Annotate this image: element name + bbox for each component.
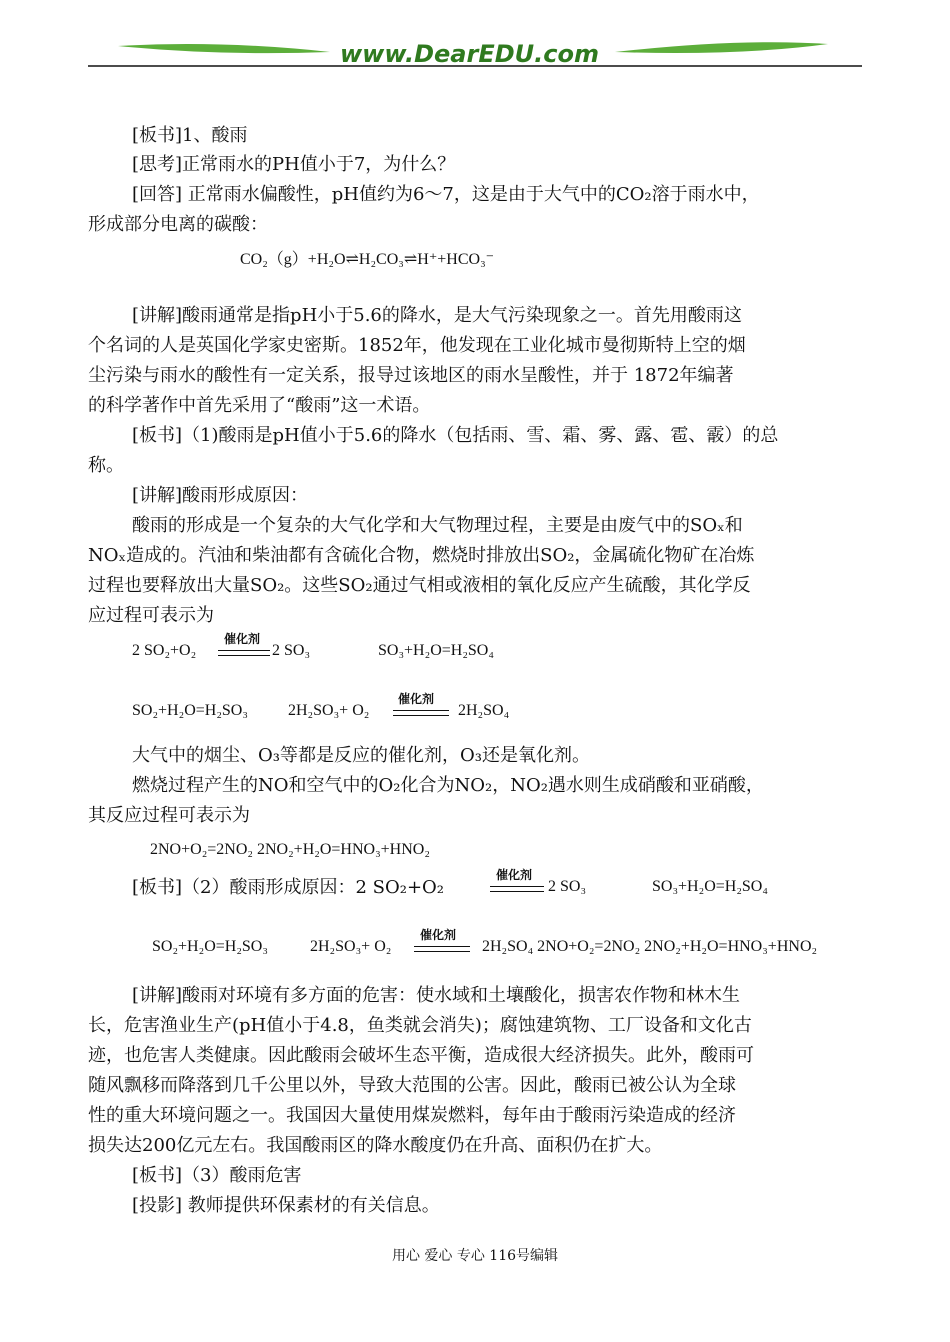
text-line: [讲解]酸雨形成原因： <box>132 485 309 506</box>
reaction-arrow <box>490 886 544 892</box>
equation-part: 2H₂SO₄ <box>458 702 510 719</box>
page-header <box>0 0 950 80</box>
equation-part: 2 SO₃ <box>548 878 587 895</box>
reaction-arrow <box>218 650 270 656</box>
text-line: 长，危害渔业生产(pH值小于4.8，鱼类就会消失)；腐蚀建筑物、工厂设备和文化古 <box>88 1015 752 1036</box>
board-equation-label: [板书]（2）酸雨形成原因：2 SO₂+O₂ <box>132 877 445 898</box>
text-line: 形成部分电离的碳酸： <box>88 214 268 235</box>
text-line: 应过程可表示为 <box>88 605 214 626</box>
text-line: 燃烧过程产生的NO和空气中的O₂化合为NO₂，NO₂遇水则生成硝酸和亚硝酸， <box>132 775 764 796</box>
catalyst-label: 催化剂 <box>398 692 435 706</box>
text-line: 其反应过程可表示为 <box>88 805 250 826</box>
text-line: 迹，也危害人类健康。因此酸雨会破坏生态平衡，造成很大经济损失。此外，酸雨可 <box>88 1045 754 1066</box>
text-line: [讲解]酸雨对环境有多方面的危害：使水域和土壤酸化，损害农作物和林木生 <box>132 985 741 1006</box>
equation-part: SO₃+H₂O=H₂SO₄ <box>378 642 494 659</box>
text-line: 酸雨的形成是一个复杂的大气化学和大气物理过程，主要是由废气中的SOₓ和 <box>132 515 743 536</box>
text-line: [思考]正常雨水的PH值小于7，为什么？ <box>132 154 456 175</box>
text-line: 大气中的烟尘、O₃等都是反应的催化剂，O₃还是氧化剂。 <box>132 745 590 766</box>
carbonic-acid-equation: CO₂（g）+H₂O⇌H₂CO₃⇌H⁺+HCO₃⁻ <box>240 251 495 268</box>
equation-part: 2H₂SO₃+ O₂ <box>310 938 392 955</box>
catalyst-label: 催化剂 <box>496 868 533 882</box>
equation-part: SO₂+H₂O=H₂SO₃ <box>132 702 248 719</box>
equation-part: 2H₂SO₃+ O₂ <box>288 702 370 719</box>
nitrogen-equations: 2NO+O₂=2NO₂ 2NO₂+H₂O=HNO₃+HNO₂ <box>150 841 430 858</box>
equation-part: SO₃+H₂O=H₂SO₄ <box>652 878 768 895</box>
reaction-arrow <box>414 946 470 952</box>
equation-part: 2 SO₃ <box>272 642 311 659</box>
text-line: 随风飘移而降落到几千公里以外，导致大范围的公害。因此，酸雨已被公认为全球 <box>88 1075 736 1096</box>
text-line: [板书]1、酸雨 <box>132 125 248 146</box>
text-line: [回答] 正常雨水偏酸性，pH值约为6～7，这是由于大气中的CO₂溶于雨水中， <box>132 184 760 205</box>
text-line: [板书]（3）酸雨危害 <box>132 1165 302 1186</box>
text-line: 个名词的人是英国化学家史密斯。1852年，他发现在工业化城市曼彻斯特上空的烟 <box>88 335 746 356</box>
text-line: NOₓ造成的。汽油和柴油都有含硫化合物，燃烧时排放出SO₂，金属硫化物矿在冶炼 <box>88 545 755 566</box>
catalyst-label: 催化剂 <box>420 928 457 942</box>
equation-part: SO₂+H₂O=H₂SO₃ <box>152 938 268 955</box>
text-line: 称。 <box>88 455 124 476</box>
text-line: 尘污染与雨水的酸性有一定关系，报导过该地区的雨水呈酸性，并于 1872年编著 <box>88 365 734 386</box>
text-line: [投影] 教师提供环保素材的有关信息。 <box>132 1195 440 1216</box>
page-footer: 用心 爱心 专心 116号编辑 <box>391 1248 559 1264</box>
text-line: [板书]（1)酸雨是pH值小于5.6的降水（包括雨、雪、霜、雾、露、雹、霰）的总 <box>132 425 779 446</box>
site-logo: www.DearEDU.com <box>340 40 599 68</box>
reaction-arrow <box>393 710 449 716</box>
text-line: 损失达200亿元左右。我国酸雨区的降水酸度仍在升高、面积仍在扩大。 <box>88 1135 663 1156</box>
catalyst-label: 催化剂 <box>224 632 261 646</box>
text-line: 过程也要释放出大量SO₂。这些SO₂通过气相或液相的氧化反应产生硫酸，其化学反 <box>88 575 751 596</box>
text-line: 性的重大环境问题之一。我国因大量使用煤炭燃料，每年由于酸雨污染造成的经济 <box>88 1105 736 1126</box>
equation-part: 2H₂SO₄ 2NO+O₂=2NO₂ 2NO₂+H₂O=HNO₃+HNO₂ <box>482 938 818 955</box>
equation-part: 2 SO₂+O₂ <box>132 642 197 659</box>
text-line: 的科学著作中首先采用了“酸雨”这一术语。 <box>88 395 431 416</box>
text-line: [讲解]酸雨通常是指pH小于5.6的降水，是大气污染现象之一。首先用酸雨这 <box>132 305 742 326</box>
